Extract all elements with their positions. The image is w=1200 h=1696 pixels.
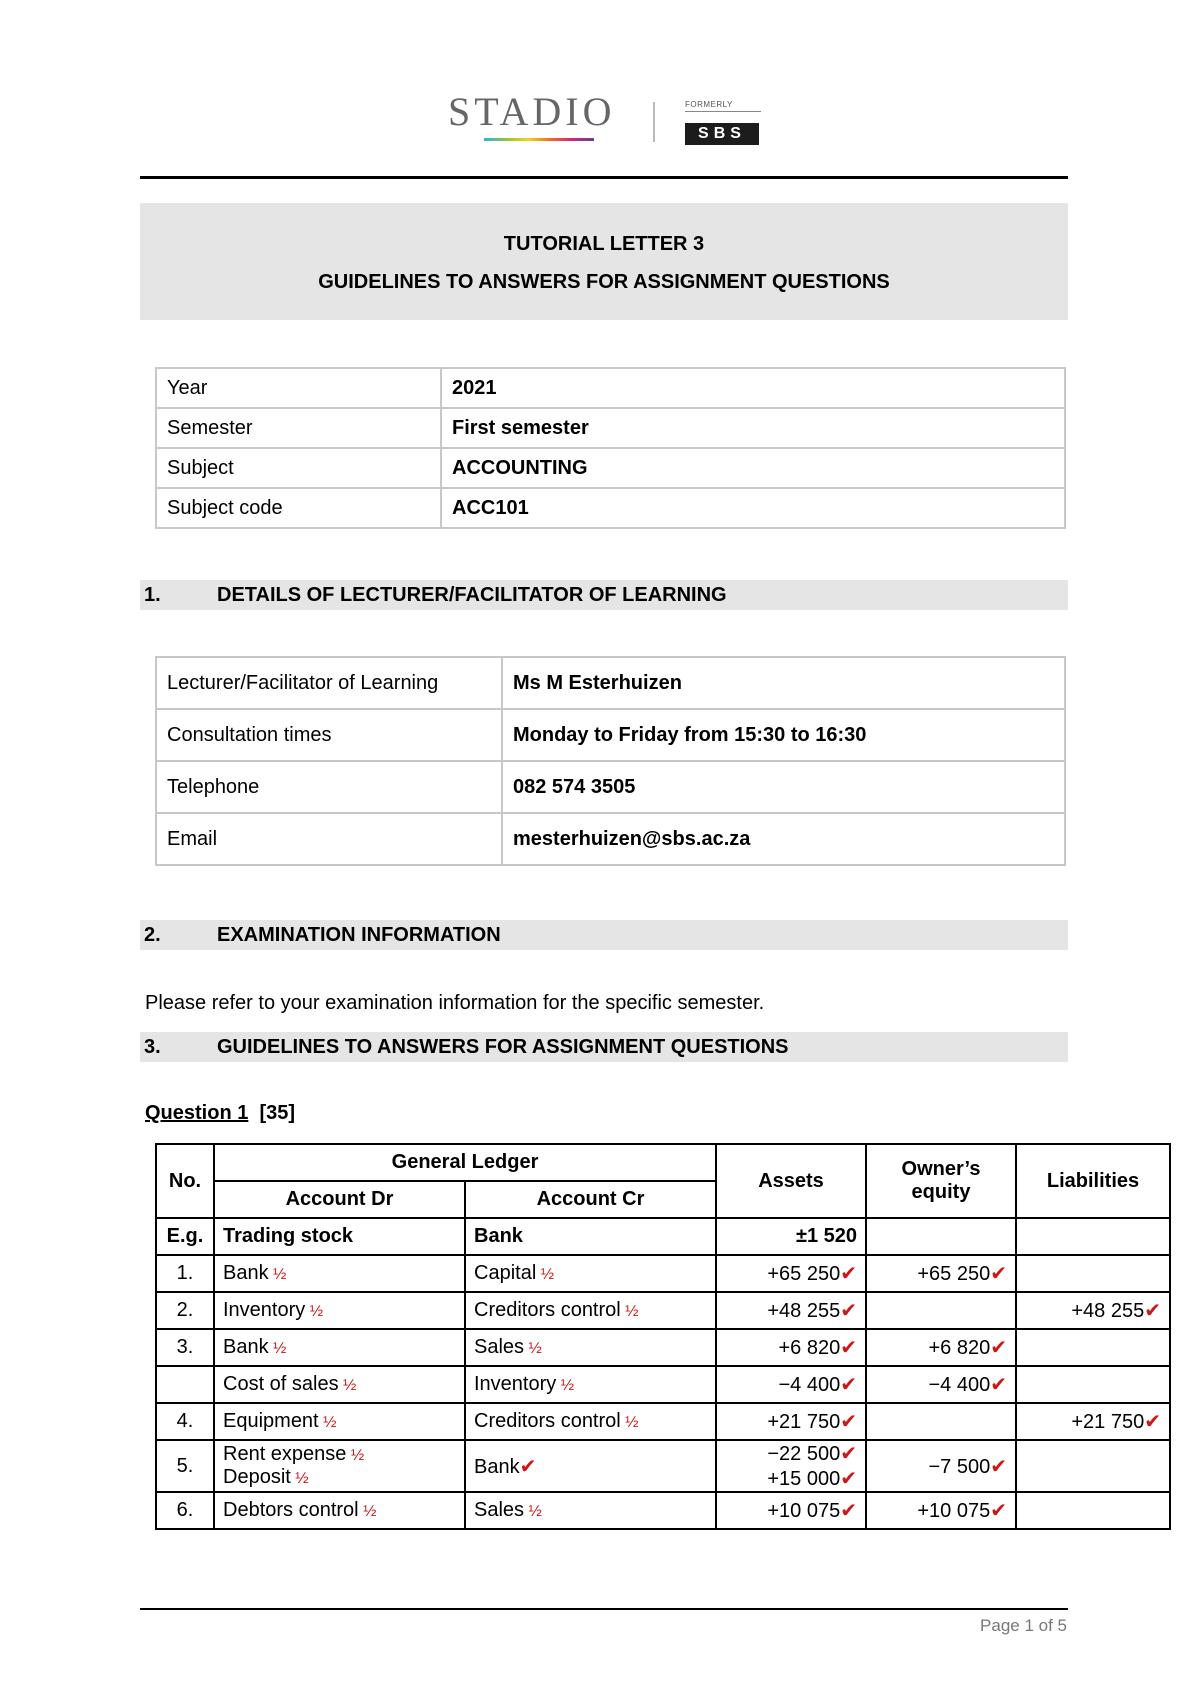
cell-text: Deposit: [223, 1466, 291, 1488]
tick-mark-icon: ✔: [840, 1374, 857, 1396]
cell-text: Sales: [474, 1336, 525, 1358]
half-mark-icon: ½: [338, 1377, 357, 1394]
row-account-dr: [214, 1492, 465, 1529]
cell-text: Bank: [223, 1262, 269, 1284]
cell-text: −22 500: [767, 1443, 841, 1465]
row-account-cr: Bank: [465, 1218, 716, 1255]
header-account-dr: Account Dr: [214, 1181, 465, 1218]
row-assets: [716, 1292, 866, 1329]
course-info-value: ACC101: [441, 488, 1065, 528]
lecturer-info-label: Email: [156, 813, 502, 865]
table-row: [156, 448, 1065, 488]
header-rule: [140, 176, 1068, 179]
row-no: 6.: [156, 1492, 214, 1529]
tick-mark-icon: ✔: [1144, 1411, 1161, 1433]
table-row: [156, 1329, 1170, 1366]
row-equity: [866, 1403, 1016, 1440]
course-info-label: Subject: [156, 448, 441, 488]
cell-line: [725, 1441, 857, 1466]
cell-text: +48 255: [1071, 1300, 1145, 1322]
lecturer-info-value: Ms M Esterhuizen: [502, 657, 1065, 709]
table-row: [156, 1292, 1170, 1329]
tick-mark-icon: ✔: [990, 1263, 1007, 1285]
course-info-label: Semester: [156, 408, 441, 448]
header-owners-equity: Owner’s equity: [866, 1144, 1016, 1218]
half-mark-icon: ½: [556, 1377, 575, 1394]
row-account-cr: [465, 1292, 716, 1329]
header-general-ledger: General Ledger: [214, 1144, 716, 1181]
row-assets: [716, 1255, 866, 1292]
tick-mark-icon: ✔: [840, 1468, 857, 1490]
logo-divider: [653, 102, 655, 142]
question-label: Question 1: [145, 1102, 249, 1124]
row-assets: ±1 520: [716, 1218, 866, 1255]
table-row: [156, 1255, 1170, 1292]
tick-mark-icon: ✔: [990, 1374, 1007, 1396]
half-mark-icon: ½: [268, 1266, 287, 1283]
course-info-value: ACCOUNTING: [441, 448, 1065, 488]
row-no: 1.: [156, 1255, 214, 1292]
tick-mark-icon: ✔: [840, 1300, 857, 1322]
row-equity: [866, 1292, 1016, 1329]
course-info-label: Subject code: [156, 488, 441, 528]
section-title: EXAMINATION INFORMATION: [217, 924, 501, 946]
half-mark-icon: ½: [536, 1266, 555, 1283]
logo-formerly-rule: [685, 111, 761, 112]
row-equity: [866, 1329, 1016, 1366]
row-account-dr: [214, 1366, 465, 1403]
section-3-header: [140, 1032, 1068, 1062]
row-assets: [716, 1492, 866, 1529]
half-mark-icon: ½: [620, 1303, 639, 1320]
table-row: [156, 408, 1065, 448]
table-row: [156, 1440, 1170, 1492]
tick-mark-icon: ✔: [840, 1411, 857, 1433]
row-account-dr: [214, 1329, 465, 1366]
row-no: [156, 1366, 214, 1403]
row-liabilities: [1016, 1366, 1170, 1403]
cell-text: −7 500: [928, 1455, 991, 1478]
row-account-cr: [465, 1403, 716, 1440]
row-account-dr: [214, 1440, 465, 1492]
title-box: [140, 203, 1068, 320]
row-equity: [866, 1255, 1016, 1292]
cell-text: Sales: [474, 1499, 525, 1521]
course-info-label: Year: [156, 368, 441, 408]
section-2-header: [140, 920, 1068, 950]
tick-mark-icon: ✔: [519, 1455, 537, 1478]
tick-mark-icon: ✔: [840, 1443, 857, 1465]
row-assets: [716, 1366, 866, 1403]
row-equity: [866, 1440, 1016, 1492]
section-title: GUIDELINES TO ANSWERS FOR ASSIGNMENT QUESTIONS: [217, 1036, 789, 1058]
cell-line: [725, 1466, 857, 1491]
logo-brand: STADIO: [448, 89, 616, 134]
question-marks: [35]: [259, 1102, 296, 1124]
tick-mark-icon: ✔: [990, 1337, 1007, 1359]
cell-text: Inventory: [223, 1299, 306, 1321]
lecturer-info-value: 082 574 3505: [502, 761, 1065, 813]
table-row: [156, 1403, 1170, 1440]
cell-text: +65 250: [917, 1263, 991, 1285]
tick-mark-icon: ✔: [990, 1455, 1007, 1478]
row-liabilities: [1016, 1403, 1170, 1440]
half-mark-icon: ½: [346, 1447, 365, 1464]
question-1-table: [155, 1143, 1171, 1530]
row-account-cr: [465, 1329, 716, 1366]
section-title: DETAILS OF LECTURER/FACILITATOR OF LEARNING: [217, 584, 727, 606]
title-line-1: TUTORIAL LETTER 3: [503, 233, 705, 255]
cell-text: Cost of sales: [223, 1373, 339, 1395]
header-assets: Assets: [716, 1144, 866, 1218]
row-account-dr: [214, 1292, 465, 1329]
cell-line: [223, 1466, 456, 1489]
half-mark-icon: ½: [524, 1503, 542, 1520]
row-liabilities: [1016, 1492, 1170, 1529]
row-liabilities: [1016, 1218, 1170, 1255]
cell-text: −4 400: [778, 1374, 841, 1396]
row-account-cr: [465, 1255, 716, 1292]
cell-text: +48 255: [767, 1300, 841, 1322]
row-equity: [866, 1492, 1016, 1529]
row-liabilities: [1016, 1255, 1170, 1292]
cell-text: Inventory: [474, 1373, 557, 1395]
row-liabilities: [1016, 1292, 1170, 1329]
tick-mark-icon: ✔: [840, 1263, 857, 1285]
row-no: 5.: [156, 1440, 214, 1492]
half-mark-icon: ½: [318, 1414, 337, 1431]
table-row: [156, 368, 1065, 408]
stadio-logo: [448, 89, 758, 152]
section-number: 1.: [144, 584, 161, 606]
half-mark-icon: ½: [290, 1470, 309, 1487]
course-info-table: [155, 367, 1066, 529]
row-liabilities: [1016, 1329, 1170, 1366]
lecturer-info-label: Consultation times: [156, 709, 502, 761]
row-liabilities: [1016, 1440, 1170, 1492]
question-heading: [145, 1102, 295, 1125]
half-mark-icon: ½: [358, 1503, 377, 1520]
cell-text: −4 400: [928, 1374, 991, 1396]
cell-text: Creditors control: [474, 1299, 621, 1321]
table-row-example: [156, 1218, 1170, 1255]
section-1-header: [140, 580, 1068, 610]
cell-text: +10 075: [767, 1500, 841, 1522]
cell-text: +10 075: [917, 1500, 991, 1522]
half-mark-icon: ½: [620, 1414, 639, 1431]
row-account-dr: [214, 1255, 465, 1292]
header-liabilities: Liabilities: [1016, 1144, 1170, 1218]
row-no: 2.: [156, 1292, 214, 1329]
table-row: [156, 813, 1065, 865]
row-equity: [866, 1366, 1016, 1403]
cell-text: Creditors control: [474, 1410, 621, 1432]
course-info-value: 2021: [441, 368, 1065, 408]
lecturer-info-label: Lecturer/Facilitator of Learning: [156, 657, 502, 709]
cell-text: Capital: [474, 1262, 537, 1284]
cell-text: Bank: [223, 1336, 269, 1358]
table-row: [156, 488, 1065, 528]
lecturer-info-email[interactable]: mesterhuizen@sbs.ac.za: [502, 813, 1065, 865]
table-header-row: [156, 1144, 1170, 1181]
footer-rule: [140, 1608, 1068, 1610]
row-no: 4.: [156, 1403, 214, 1440]
tick-mark-icon: ✔: [1144, 1300, 1161, 1322]
row-account-cr: [465, 1492, 716, 1529]
row-account-cr: [465, 1440, 716, 1492]
header-no: No.: [156, 1144, 214, 1218]
cell-text: +65 250: [767, 1263, 841, 1285]
half-mark-icon: ½: [268, 1340, 287, 1357]
header-account-cr: Account Cr: [465, 1181, 716, 1218]
cell-text: Bank: [474, 1455, 520, 1478]
row-no: 3.: [156, 1329, 214, 1366]
logo-sbs: SBS: [685, 123, 759, 145]
table-row: [156, 709, 1065, 761]
cell-text: Rent expense: [223, 1443, 347, 1465]
row-assets: [716, 1440, 866, 1492]
cell-text: +21 750: [1071, 1411, 1145, 1433]
logo-color-bar: [484, 138, 594, 141]
course-info-value: First semester: [441, 408, 1065, 448]
row-account-cr: [465, 1366, 716, 1403]
cell-text: Debtors control: [223, 1499, 359, 1521]
half-mark-icon: ½: [305, 1303, 324, 1320]
cell-text: Equipment: [223, 1410, 319, 1432]
lecturer-info-label: Telephone: [156, 761, 502, 813]
cell-text: +21 750: [767, 1411, 841, 1433]
lecturer-info-table: [155, 656, 1066, 866]
row-assets: [716, 1403, 866, 1440]
exam-info-text: Please refer to your examination information for the specific semester.: [145, 992, 765, 1014]
row-assets: [716, 1329, 866, 1366]
title-line-2: GUIDELINES TO ANSWERS FOR ASSIGNMENT QUESTIONS: [318, 271, 890, 293]
cell-line: [223, 1443, 456, 1466]
row-equity: [866, 1218, 1016, 1255]
section-number: 2.: [144, 924, 161, 946]
row-account-dr: [214, 1403, 465, 1440]
table-row: [156, 761, 1065, 813]
cell-text: +6 820: [778, 1337, 841, 1359]
table-row: [156, 657, 1065, 709]
section-number: 3.: [144, 1036, 161, 1058]
logo-formerly: FORMERLY: [685, 100, 733, 109]
tick-mark-icon: ✔: [990, 1500, 1007, 1522]
row-account-dr: Trading stock: [214, 1218, 465, 1255]
lecturer-info-value: Monday to Friday from 15:30 to 16:30: [502, 709, 1065, 761]
page-number: Page 1 of 5: [980, 1616, 1067, 1635]
half-mark-icon: ½: [524, 1340, 542, 1357]
table-row: [156, 1492, 1170, 1529]
cell-text: +6 820: [928, 1337, 991, 1359]
table-row: [156, 1366, 1170, 1403]
cell-text: +15 000: [767, 1468, 841, 1490]
row-no: E.g.: [156, 1218, 214, 1255]
tick-mark-icon: ✔: [840, 1500, 857, 1522]
tick-mark-icon: ✔: [840, 1337, 857, 1359]
